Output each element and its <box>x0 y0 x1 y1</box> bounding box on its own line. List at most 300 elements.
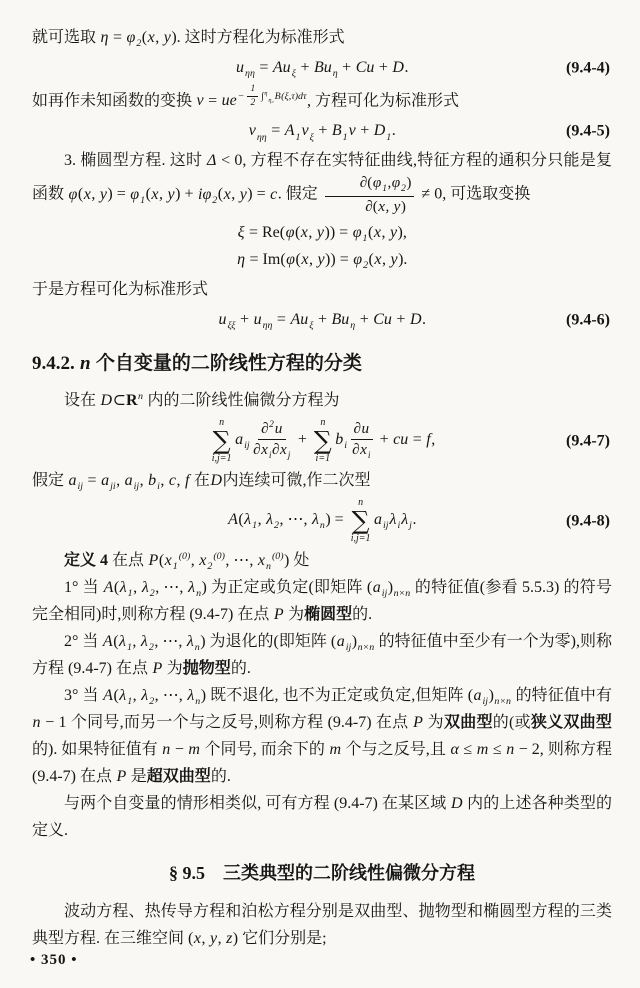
math-variable: v <box>196 92 204 110</box>
text-run: = Re( <box>244 224 286 242</box>
text-run: ) <box>387 579 394 597</box>
sum-upper-limit: n <box>358 497 364 509</box>
text-run: , <box>231 185 240 203</box>
math-variable: a <box>124 472 133 490</box>
equation-line <box>32 417 612 464</box>
fraction-numerator <box>247 84 258 97</box>
text-run: , <box>217 930 226 948</box>
math-variable: λ <box>311 511 319 529</box>
math-variable: P <box>148 552 159 570</box>
math-variable: m <box>476 741 489 759</box>
text-run: , ⋯, <box>154 633 187 651</box>
math-variable: ξ <box>237 224 245 242</box>
fraction <box>253 420 291 462</box>
fraction-denominator <box>333 197 406 216</box>
sigma-glyph: ∑ <box>212 426 231 456</box>
math-variable: c <box>270 185 278 203</box>
math-variable: u <box>253 311 262 329</box>
subscript: n <box>195 696 201 708</box>
subscript: ξ <box>309 320 314 332</box>
subscript: 2 <box>149 696 155 708</box>
math-variable: η <box>100 29 109 46</box>
subscript: ij <box>381 588 388 600</box>
subscript: j <box>409 520 412 532</box>
sum-upper-limit: n <box>320 417 326 429</box>
text-run: , <box>381 224 390 242</box>
superscript: η <box>264 90 268 97</box>
text-run: ). 这时方程化为标准形式 <box>171 29 345 46</box>
text-run: , <box>308 251 317 269</box>
math-variable: v <box>301 122 309 140</box>
text-run: ( <box>294 224 301 242</box>
equation <box>218 311 427 332</box>
text-run: = Im( <box>245 251 286 269</box>
subscript: 2 <box>274 520 279 532</box>
text-run: 2 <box>250 98 256 109</box>
math-variable: λ <box>188 579 196 597</box>
subscript: 2 <box>401 184 406 195</box>
math-variable: cu <box>393 431 409 449</box>
paragraph <box>32 790 612 844</box>
text-run: 个与之反号,且 <box>341 741 450 759</box>
text-run: 3. 椭圆型方程. 这时 <box>64 152 207 170</box>
math-variable: φ <box>353 251 363 269</box>
section-heading <box>32 860 612 886</box>
fraction-numerator <box>258 420 286 440</box>
text-run: , <box>385 197 394 215</box>
text-run: , <box>201 930 210 948</box>
math-variable: x <box>83 185 91 203</box>
math-variable: x <box>147 29 155 46</box>
fraction-numerator <box>325 174 415 196</box>
text-run: , 方程可化为标准形式 <box>307 92 460 110</box>
text-run: . <box>404 59 409 76</box>
math-variable: D <box>100 392 113 410</box>
text-run: 内的二阶线性偏微分方程为 <box>143 392 340 410</box>
math-variable: D <box>392 59 404 76</box>
text-run: ∂ <box>271 440 280 458</box>
math-variable: Cu <box>373 311 392 329</box>
subscript: 2 <box>207 561 213 573</box>
equation-number: (9.4-6) <box>566 311 610 329</box>
text-run: 的(或 <box>492 714 531 732</box>
text-run: 波动方程、热传导方程和泊松方程分别是双曲型、抛物型和椭圆型方程的三类典型方程. 在三维空间 ( <box>32 903 612 948</box>
text-run: ) + <box>175 185 198 203</box>
text-run: = <box>83 472 101 490</box>
superscript: (0) <box>213 550 225 562</box>
sigma-glyph: ∑ <box>313 426 332 456</box>
subscript: n <box>266 561 271 573</box>
math-variable: y <box>209 930 218 948</box>
equation-number: (9.4-4) <box>566 59 610 76</box>
math-variable: x <box>360 440 367 458</box>
text-run: , <box>132 633 141 651</box>
text-run: ⊂ <box>112 392 126 410</box>
math-variable: y <box>317 251 325 269</box>
equation-line <box>32 117 612 144</box>
math-variable: ue <box>221 92 237 110</box>
fraction-denominator <box>250 97 255 109</box>
text-run: ( <box>145 185 151 203</box>
subscript: ij <box>77 481 84 493</box>
text-run: 于是方程可化为标准形式 <box>32 281 209 299</box>
text-run: = <box>408 431 426 449</box>
sigma-glyph: ∑ <box>351 506 370 536</box>
text-run: ( <box>238 511 244 529</box>
bold-text: 双曲型 <box>443 714 493 732</box>
bold-text: 椭圆型 <box>304 606 353 624</box>
page-content <box>32 24 612 952</box>
subscript: 2 <box>148 642 154 654</box>
subscript: 2 <box>149 588 155 600</box>
equation-line <box>32 54 612 81</box>
math-variable: a <box>235 431 244 449</box>
math-variable: λ <box>140 633 148 651</box>
text-run: 就可选取 <box>32 29 101 46</box>
text-run: 为 <box>162 660 183 678</box>
text-run: ≤ <box>459 741 477 759</box>
paragraph <box>32 682 612 790</box>
bold-text: 抛物型 <box>182 660 231 678</box>
math-variable: A <box>103 579 114 597</box>
text-run: ∂ <box>253 440 261 458</box>
math-variable: x <box>257 552 265 570</box>
subscript: 1 <box>127 588 133 600</box>
text-run: ( <box>295 251 301 269</box>
subscript: ηη <box>245 68 255 80</box>
paragraph <box>32 467 612 494</box>
text-run: 如再作未知函数的变换 <box>32 92 197 110</box>
math-variable: a <box>372 579 381 597</box>
text-run: )) = <box>324 224 353 242</box>
text-run: + <box>355 311 373 329</box>
text-run: 在点 <box>108 552 149 570</box>
subscript: ij <box>244 440 250 452</box>
math-variable: v <box>248 122 256 140</box>
text-run: ( <box>77 185 84 203</box>
math-variable: λ <box>186 633 194 651</box>
text-run: 个自变量的二阶线性方程的分类 <box>91 353 362 375</box>
bold-text: R <box>125 392 138 410</box>
text-run: ∂( <box>359 174 373 192</box>
text-run: = <box>267 122 285 140</box>
math-variable: x <box>199 552 207 570</box>
subscript: ηη <box>262 320 273 332</box>
math-variable: Au <box>290 311 309 329</box>
math-variable: y <box>390 251 398 269</box>
text-run: + <box>293 431 311 449</box>
subscript: i <box>397 520 401 532</box>
math-variable: n <box>80 353 91 375</box>
subscript: n <box>196 588 202 600</box>
paragraph <box>32 147 612 216</box>
subscript: ξ <box>291 68 296 80</box>
subscript: 2 <box>212 195 218 207</box>
text-run: ) 为正定或负定(即矩阵 ( <box>201 579 373 597</box>
equation <box>32 246 612 273</box>
fraction <box>351 420 373 462</box>
text-run: ∂ <box>352 440 360 458</box>
math-variable: u <box>236 59 245 76</box>
subscript: 1 <box>295 131 301 143</box>
math-variable: v <box>348 122 356 140</box>
summation-symbol <box>212 417 232 464</box>
text-run: 内连续可微,作二次型 <box>222 472 371 490</box>
subscript: ij <box>133 481 140 493</box>
math-variable: A <box>103 687 113 705</box>
text-run: ) <box>406 174 412 192</box>
paragraph <box>32 84 612 114</box>
page-number: • 350 • <box>30 952 78 968</box>
math-variable: λ <box>119 579 127 597</box>
text-run: ( <box>141 29 148 46</box>
text-run: − <box>237 91 245 103</box>
text-run: 2° 当 <box>64 633 103 651</box>
math-variable: λ <box>389 511 397 529</box>
math-variable: x <box>279 440 287 458</box>
math-variable: B <box>331 122 342 140</box>
math-variable: φ <box>372 174 382 192</box>
math-variable: x <box>373 224 381 242</box>
text-run: 的. <box>352 606 373 624</box>
math-variable: n <box>32 714 41 732</box>
text-run: ) <box>351 633 358 651</box>
superscript <box>237 84 307 109</box>
paragraph <box>32 24 612 51</box>
subscript: n <box>194 642 200 654</box>
text-run: , ⋯, <box>279 511 312 529</box>
text-run: 9.4.2. <box>32 353 80 375</box>
text-run: + <box>313 311 332 329</box>
text-run: 内的上述各种类型的定义. <box>32 795 612 840</box>
text-run: 假定 <box>32 472 69 490</box>
math-variable: λ <box>141 579 149 597</box>
paragraph <box>32 628 612 682</box>
math-variable: y <box>316 224 324 242</box>
math-variable: n <box>506 741 515 759</box>
text-run: 1 <box>250 84 256 94</box>
math-variable: α <box>450 741 459 759</box>
text-run: , <box>132 687 141 705</box>
math-variable: Bu <box>331 311 350 329</box>
math-variable: D <box>409 311 422 329</box>
math-variable: a <box>68 472 77 490</box>
text-run: 的特征值(参看 5.5.3) 的符号完全相同)时,则称方程 (9.4-7) 在点 <box>32 579 612 624</box>
math-variable: λ <box>119 633 126 651</box>
subscript: 1 <box>127 696 133 708</box>
summation-symbol <box>351 497 371 544</box>
text-run: , <box>91 185 100 203</box>
math-variable: Cu <box>355 59 375 76</box>
math-variable: m <box>188 741 200 759</box>
subscript: η <box>350 320 356 332</box>
bold-text: 超双曲型 <box>146 768 211 786</box>
text-run: , <box>155 29 164 46</box>
math-variable: x <box>374 251 382 269</box>
math-variable: D <box>210 472 222 490</box>
text-run: + <box>296 59 314 76</box>
subscript: 1 <box>362 233 368 245</box>
text-run: − 2, 则称方程 (9.4-7) 在点 <box>32 741 612 786</box>
math-variable: x <box>261 440 268 458</box>
text-run: ( <box>113 633 119 651</box>
math-variable: y <box>239 185 247 203</box>
math-variable: D <box>450 795 463 813</box>
subscript: 1 <box>172 561 178 573</box>
subscript: ij <box>345 642 352 654</box>
fraction-numerator <box>351 420 373 440</box>
math-variable: f <box>426 431 431 449</box>
text-run: ( <box>217 185 224 203</box>
math-variable: λ <box>119 687 127 705</box>
subscript: ij <box>482 696 489 708</box>
math-variable: a <box>473 687 482 705</box>
equation-line <box>32 306 612 333</box>
math-variable: u <box>361 419 370 437</box>
math-variable: λ <box>401 511 409 529</box>
text-run: , ⋯, <box>155 579 188 597</box>
text-run: ). <box>398 251 408 269</box>
subscript: ji <box>110 481 116 493</box>
text-run: ) = <box>107 185 130 203</box>
text-run: , ⋯, <box>154 687 187 705</box>
text-run: − 1 个同号,而另一个与之反号,则称方程 (9.4-7) 在点 <box>41 714 413 732</box>
subscript: n <box>319 520 325 532</box>
math-variable: c <box>168 472 176 490</box>
text-run: , <box>381 251 390 269</box>
text-run: , <box>159 185 168 203</box>
subscript: 2 <box>136 38 142 50</box>
text-run: = <box>204 92 222 110</box>
text-run: , <box>133 579 142 597</box>
subscript: n×n <box>357 642 375 654</box>
paragraph <box>32 574 612 628</box>
math-variable: x <box>164 552 172 570</box>
math-variable: λ <box>266 511 273 529</box>
subscript: n×n <box>494 696 511 708</box>
text-run: 1° 当 <box>64 579 104 597</box>
text-run: (ξ,τ)dτ <box>281 91 307 103</box>
text-run: )) = <box>325 251 353 269</box>
math-variable: P <box>116 768 127 786</box>
math-variable: P <box>273 606 284 624</box>
text-run: + <box>374 59 392 76</box>
math-variable: x <box>300 224 308 242</box>
math-variable: φ <box>286 251 295 269</box>
text-run: ∂ <box>261 419 269 437</box>
math-variable: n <box>162 741 171 759</box>
math-variable: P <box>413 714 423 732</box>
math-variable: u <box>218 311 227 329</box>
math-variable: φ <box>391 174 401 192</box>
subscript: i <box>268 451 272 462</box>
text-run: , <box>116 472 125 490</box>
equation <box>228 497 417 545</box>
text-run: + <box>392 311 410 329</box>
math-variable: A <box>102 633 113 651</box>
math-variable: f <box>184 472 190 490</box>
math-variable: φ <box>68 185 78 203</box>
math-variable: b <box>148 472 157 490</box>
math-variable: b <box>335 431 344 449</box>
superscript: (0) <box>178 550 191 562</box>
equation-line <box>32 497 612 544</box>
math-variable: P <box>152 660 163 678</box>
text-run: − <box>170 741 188 759</box>
text-run: = <box>255 59 273 76</box>
text-run: = <box>272 311 290 329</box>
math-variable: m <box>329 741 341 759</box>
math-variable: B <box>274 91 281 103</box>
math-variable: a <box>336 633 345 651</box>
subscript: i <box>344 440 348 452</box>
equation-number: (9.4-8) <box>566 512 610 530</box>
text-run: 是 <box>126 768 147 786</box>
subscript: n×n <box>393 588 411 600</box>
text-run: ( <box>368 224 374 242</box>
text-run: ( <box>158 552 165 570</box>
text-run: ( <box>113 579 120 597</box>
text-run: , <box>431 431 436 449</box>
text-run: 的. <box>230 660 251 678</box>
text-run: ∂ <box>353 419 362 437</box>
subscript: 1 <box>342 131 348 143</box>
text-run: ) = <box>247 185 270 203</box>
subscript: i <box>367 451 371 462</box>
text-run: ) 它们分别是; <box>232 930 327 948</box>
math-variable: y <box>163 29 171 46</box>
text-run: ) 为退化的(即矩阵 ( <box>200 633 337 651</box>
math-variable: λ <box>244 511 252 529</box>
text-run: ∫ <box>261 91 264 103</box>
math-variable: a <box>374 511 383 529</box>
subscript: ξ <box>309 131 314 143</box>
subscript: η₀ <box>268 98 274 105</box>
math-variable: z <box>226 930 233 948</box>
math-variable: a <box>101 472 110 490</box>
paragraph <box>32 898 612 952</box>
text-run: + <box>236 311 254 329</box>
math-variable: y <box>99 185 107 203</box>
bold-text: 狭义双曲型 <box>530 714 612 732</box>
text-run: + <box>356 122 374 140</box>
math-variable: φ <box>352 224 362 242</box>
math-variable: A <box>228 511 238 529</box>
text-run: ≤ <box>488 741 506 759</box>
sum-lower-limit: i=1 <box>315 453 331 465</box>
math-variable: η <box>237 251 246 269</box>
subscript: i <box>157 481 160 493</box>
text-run: 的特征值中有 <box>511 687 613 705</box>
bold-text: 定义 4 <box>64 552 109 570</box>
text-run: ) <box>488 687 494 705</box>
math-variable: λ <box>187 687 195 705</box>
equation-number: (9.4-7) <box>566 432 610 450</box>
sum-upper-limit: n <box>219 417 225 429</box>
subscript: ηη <box>256 131 267 143</box>
text-run: ) = <box>325 511 348 529</box>
math-variable: λ <box>141 687 149 705</box>
text-run: § 9.5 三类典型的二阶线性偏微分方程 <box>169 863 475 884</box>
equation <box>248 122 396 143</box>
math-variable: x <box>223 185 231 203</box>
text-run: ) <box>400 197 406 215</box>
subscript: 1 <box>252 520 258 532</box>
summation-symbol <box>314 417 332 464</box>
text-run: . <box>391 122 396 140</box>
math-variable: A <box>284 122 295 140</box>
fraction-denominator <box>352 440 371 461</box>
